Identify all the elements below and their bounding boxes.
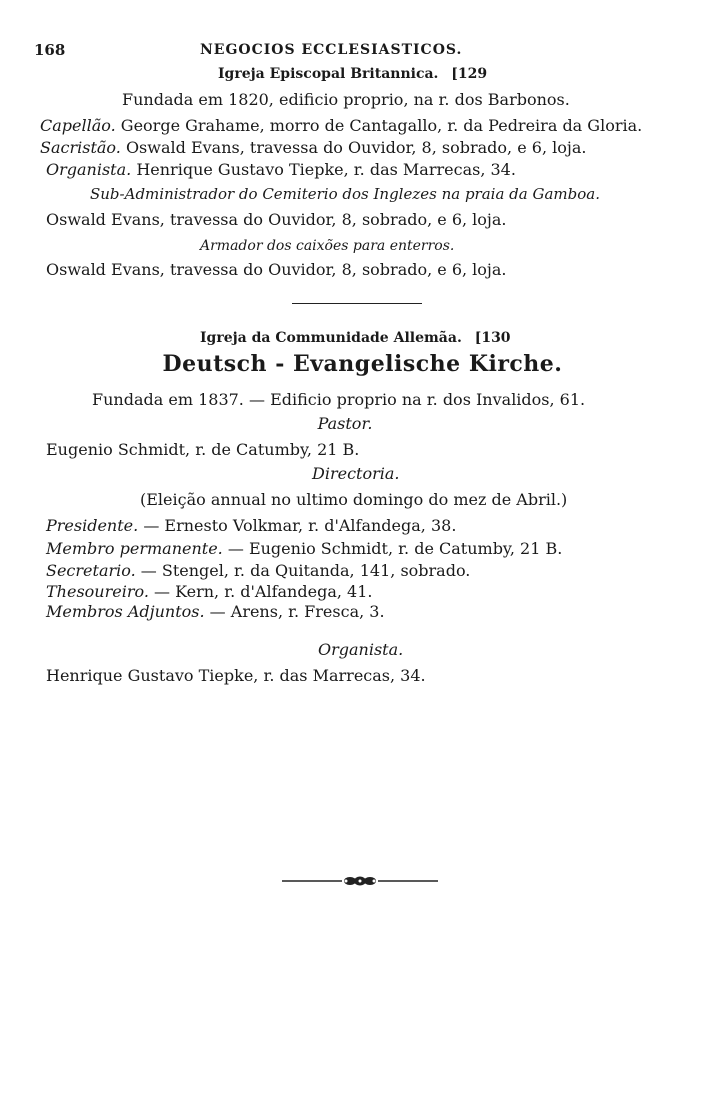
secretario-text: — Stengel, r. da Quitanda, 141, sobrado.	[140, 561, 471, 580]
subadmin-text: Oswald Evans, travessa do Ouvidor, 8, sobrado, e 6, loja.	[46, 210, 507, 229]
organista-heading-german: Organista.	[318, 640, 404, 659]
anglican-founded: Fundada em 1820, edificio proprio, na r. dos Barbonos.	[122, 90, 570, 109]
german-ref: [130	[474, 330, 511, 346]
armador-text: Oswald Evans, travessa do Ouvidor, 8, sobrado, e 6, loja.	[46, 260, 507, 279]
presidente-text: — Ernesto Volkmar, r. d'Alfandega, 38.	[143, 516, 457, 535]
section-title-german	[200, 328, 511, 348]
sacristao-entry	[40, 138, 586, 158]
pastor-heading: Pastor.	[317, 414, 373, 433]
thesoureiro-label: Thesoureiro.	[46, 582, 149, 601]
membro-entry	[46, 539, 562, 559]
thesoureiro-entry	[46, 582, 372, 602]
adjuntos-entry	[46, 602, 385, 622]
organista-entry	[46, 160, 516, 180]
subadmin-heading: Sub-Administrador do Cemiterio dos Inglezes na praia da Gamboa.	[90, 185, 600, 203]
capellao-text: George Grahame, morro de Cantagallo, r. da Pedreira da Gloria.	[120, 116, 643, 135]
anglican-title: Igreja Episcopal Britannica.	[218, 66, 439, 82]
thesoureiro-text: — Kern, r. d'Alfandega, 41.	[154, 582, 373, 601]
pastor-text: Eugenio Schmidt, r. de Catumby, 21 B.	[46, 440, 360, 459]
adjuntos-text: — Arens, r. Fresca, 3.	[209, 602, 385, 621]
secretario-entry	[46, 561, 470, 581]
secretario-label: Secretario.	[46, 561, 136, 580]
eleicao-note: (Eleição annual no ultimo domingo do mez de Abril.)	[140, 490, 568, 509]
page-number: 168	[34, 41, 66, 59]
ornament-divider	[280, 874, 440, 888]
presidente-entry	[46, 516, 456, 536]
german-title: Igreja da Communidade Allemãa.	[200, 330, 462, 346]
capellao-label: Capellão.	[40, 116, 116, 135]
anglican-ref: [129	[451, 66, 488, 82]
section-title-anglican	[218, 64, 487, 84]
sacristao-label: Sacristão.	[40, 138, 121, 157]
section-divider	[292, 303, 422, 304]
armador-heading: Armador dos caixões para enterros.	[200, 238, 455, 254]
adjuntos-label: Membros Adjuntos.	[46, 602, 205, 621]
running-title: NEGOCIOS ECCLESIASTICOS.	[200, 42, 463, 58]
directoria-heading: Directoria.	[312, 464, 400, 483]
sacristao-text: Oswald Evans, travessa do Ouvidor, 8, sobrado, e 6, loja.	[125, 138, 587, 157]
organista-label: Organista.	[46, 160, 132, 179]
organista-text-german: Henrique Gustavo Tiepke, r. das Marrecas, 34.	[46, 666, 426, 685]
german-church-title: Deutsch - Evangelische Kirche.	[162, 351, 563, 377]
capellao-entry	[40, 116, 642, 136]
membro-label: Membro permanente.	[46, 539, 223, 558]
membro-text: — Eugenio Schmidt, r. de Catumby, 21 B.	[227, 539, 563, 558]
german-founded: Fundada em 1837. — Edificio proprio na r. dos Invalidos, 61.	[92, 390, 586, 409]
organista-text: Henrique Gustavo Tiepke, r. das Marrecas, 34.	[136, 160, 516, 179]
presidente-label: Presidente.	[46, 516, 139, 535]
